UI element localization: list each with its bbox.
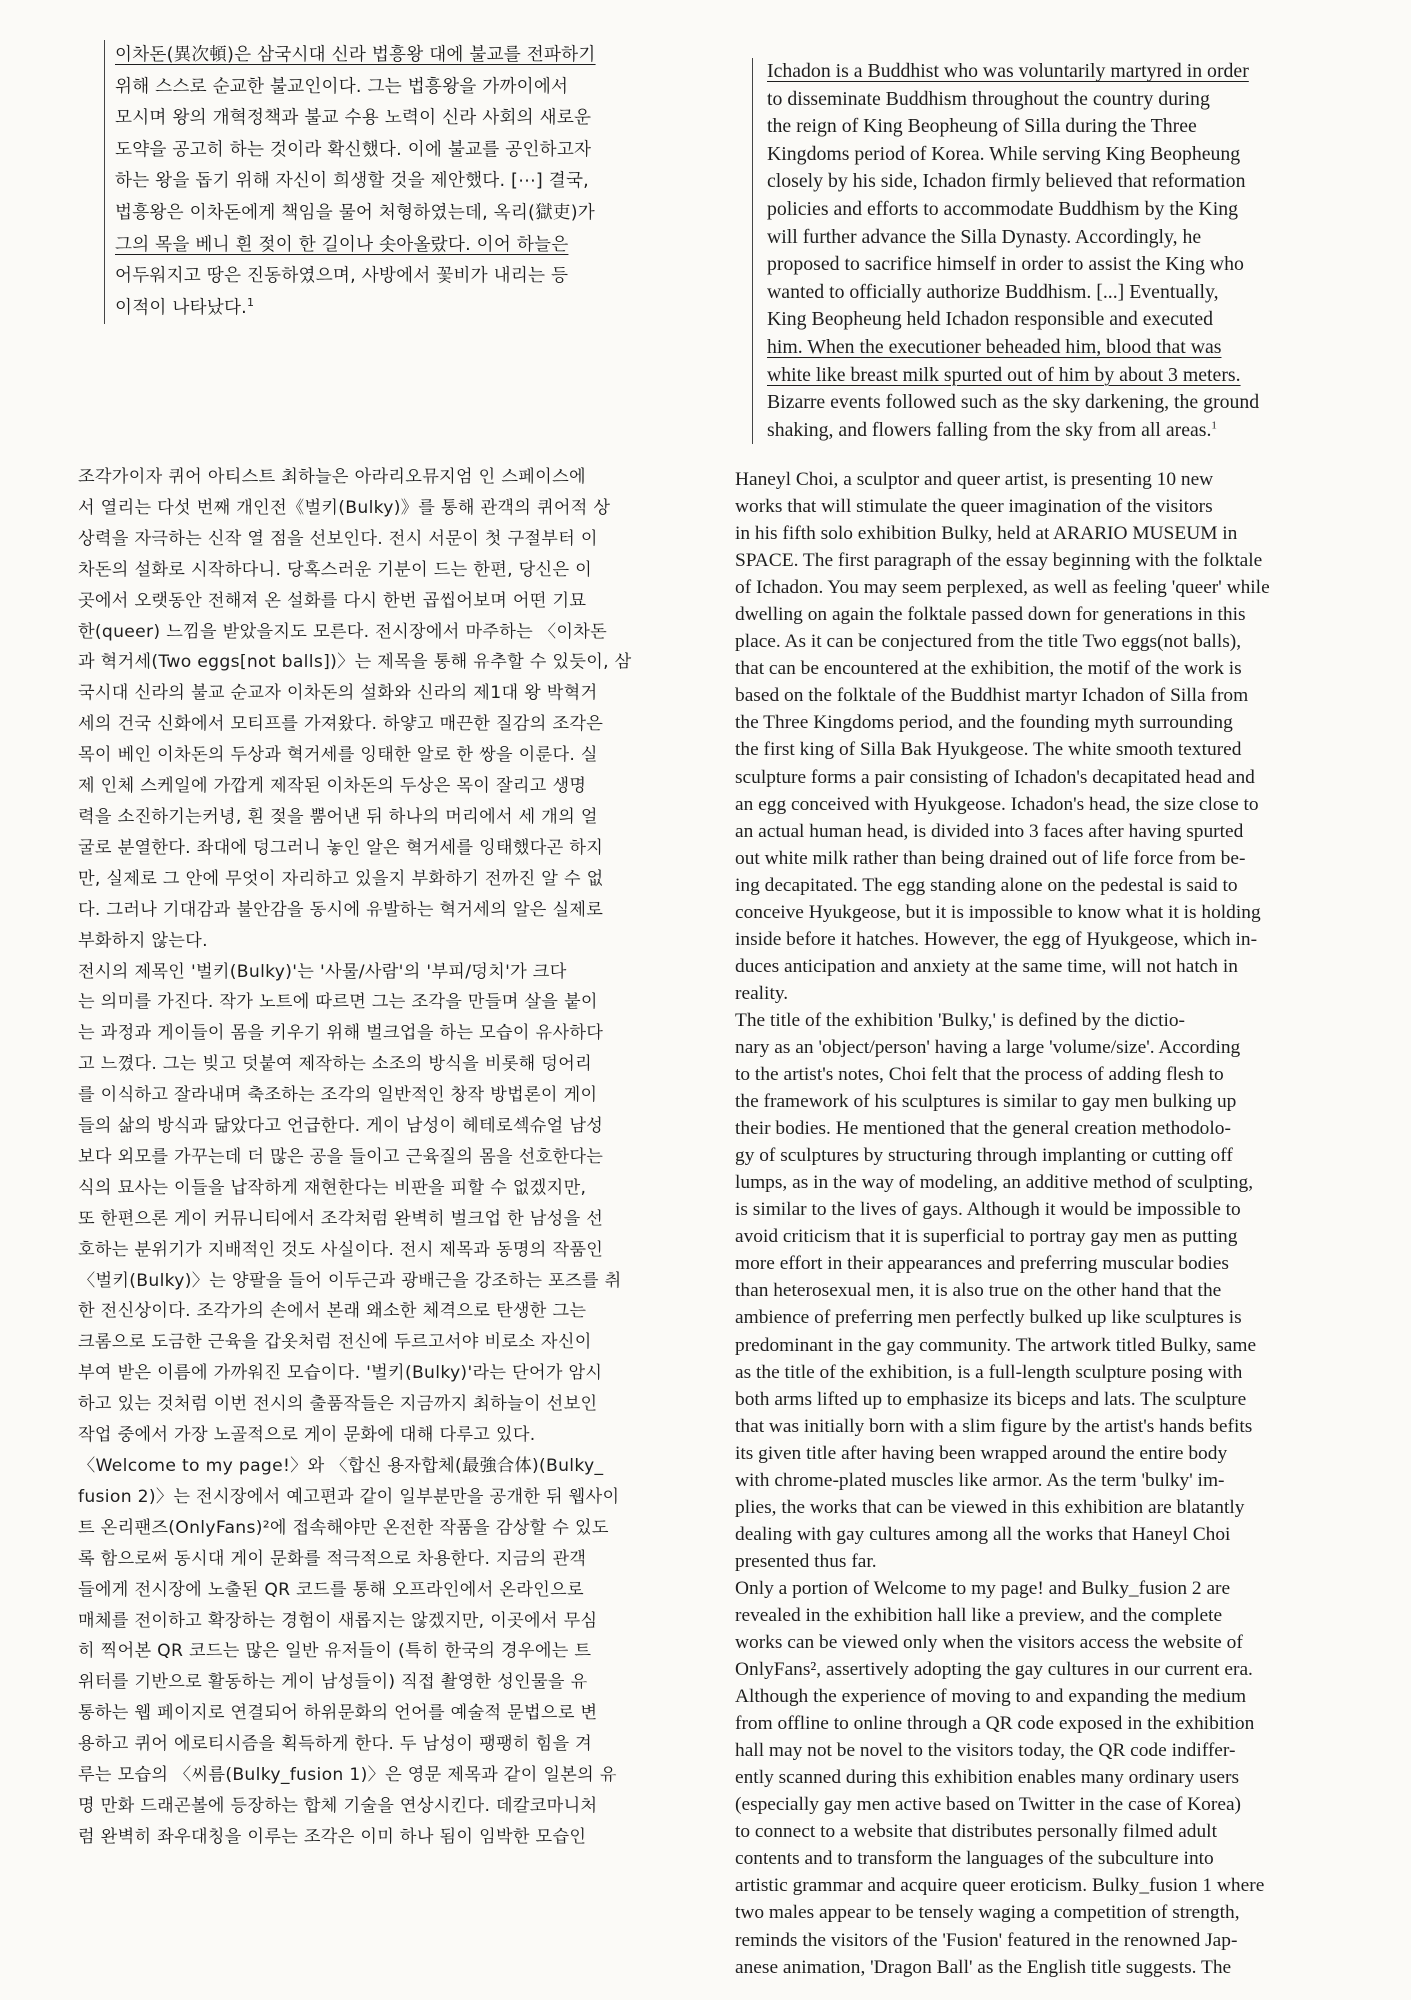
body-en-line: ently scanned during this exhibition enables many ordinary users xyxy=(735,1767,1240,1789)
quote-ko-line: 하는 왕을 돕기 위해 자신이 희생할 것을 제안했다. [⋯] 결국, xyxy=(115,171,589,192)
body-ko-line: 조각가이자 퀴어 아티스트 최하늘은 아라리오뮤지엄 인 스페이스에 xyxy=(78,467,586,487)
body-ko-line: 식의 묘사는 이들을 납작하게 재현한다는 비판을 피할 수 없겠지만, xyxy=(78,1177,587,1198)
body-ko-line: 하고 있는 것처럼 이번 전시의 출품작들은 지금까지 최하늘이 선보인 xyxy=(78,1394,598,1415)
quote-en-line: shaking, and flowers falling from the sky from all areas.$^1$ xyxy=(767,418,1217,441)
body-ko-line: 록 함으로써 동시대 게이 문화를 적극적으로 차용한다. 지금의 관객 xyxy=(78,1548,587,1569)
quote-ko-line: 모시며 왕의 개혁정책과 불교 수용 노력이 신라 사회의 새로운 xyxy=(115,108,592,129)
body-en-line: to connect to a website that distributes personally filmed adult xyxy=(735,1821,1217,1843)
body-ko-line: 또 한편으론 게이 커뮤니티에서 조각처럼 완벽히 벌크업 한 남성을 선 xyxy=(78,1208,604,1229)
quote-ko-line: 도약을 공고히 하는 것이라 확신했다. 이에 불교를 공인하고자 xyxy=(115,139,592,160)
body-ko-line: 상력을 자극하는 신작 열 점을 선보인다. 전시 서문이 첫 구절부터 이 xyxy=(78,528,598,549)
body-en-line: artistic grammar and acquire queer eroticism. Bulky_fusion 1 where xyxy=(735,1875,1265,1897)
body-ko-line: 크롬으로 도금한 근육을 갑옷처럼 전신에 두르고서야 비로소 자신이 xyxy=(78,1332,592,1353)
quote-en-line: proposed to sacrifice himself in order to assist the King who xyxy=(767,253,1244,276)
body-en-line: an actual human head, is divided into 3 faces after having spurted xyxy=(735,820,1244,842)
body-en-line: from offline to online through a QR code exposed in the exhibition xyxy=(735,1713,1255,1735)
body-en-line: dealing with gay cultures among all the works that Haneyl Choi xyxy=(735,1523,1231,1545)
quote-en-line: Ichadon is a Buddhist who was voluntarily martyred in order xyxy=(767,60,1249,82)
body-en-line: duces anticipation and anxiety at the same time, will not hatch in xyxy=(735,955,1238,977)
body-ko-line: 곳에서 오랫동안 전해져 온 설화를 다시 한번 곱씹어보며 어떤 기묘 xyxy=(78,590,587,611)
body-en-line: more effort in their appearances and preferring muscular bodies xyxy=(735,1253,1229,1275)
quote-ko-line: 위해 스스로 순교한 불교인이다. 그는 법흥왕을 가까이에서 xyxy=(115,76,569,97)
quote-en-line: Kingdoms period of Korea. While serving King Beopheung xyxy=(767,142,1241,165)
body-ko-line: 를 이식하고 잘라내며 축조하는 조각의 일반적인 창작 방법론이 게이 xyxy=(78,1085,598,1106)
body-en-line: inside before it hatches. However, the egg of Hyukgeose, which in- xyxy=(735,928,1258,950)
body-ko-line: 만, 실제로 그 안에 무엇이 자리하고 있을지 부화하기 전까진 알 수 없 xyxy=(78,868,604,889)
body-ko-line: 차돈의 설화로 시작하다니. 당혹스러운 기분이 드는 한편, 당신은 이 xyxy=(78,559,593,580)
body-en-line: of Ichadon. You may seem perplexed, as well as feeling 'queer' while xyxy=(735,577,1270,599)
body-ko-line: 트 온리팬즈(OnlyFans)²에 접속해야만 온전한 작품을 감상할 수 있도 xyxy=(78,1517,609,1538)
body-en-line: SPACE. The first paragraph of the essay beginning with the folktale xyxy=(735,550,1263,572)
quote-en-line: to disseminate Buddhism throughout the country during xyxy=(767,87,1210,110)
quote-en-line: will further advance the Silla Dynasty. Accordingly, he xyxy=(767,225,1202,248)
body-english xyxy=(735,466,1357,1981)
body-en-line: the framework of his sculptures is similar to gay men bulking up xyxy=(735,1091,1237,1113)
body-korean xyxy=(78,462,708,1853)
body-en-line: anese animation, 'Dragon Ball' as the English title suggests. The xyxy=(735,1956,1232,1978)
body-en-line: plies, the works that can be viewed in this exhibition are blatantly xyxy=(735,1496,1245,1518)
body-ko-line: 용하고 퀴어 에로티시즘을 획득하게 한다. 두 남성이 팽팽히 힘을 겨 xyxy=(78,1734,593,1755)
quote-en-line: wanted to officially authorize Buddhism. [...] Eventually, xyxy=(767,280,1219,303)
body-en-line: predominant in the gay community. The artwork titled Bulky, same xyxy=(735,1334,1257,1356)
body-en-line: based on the folktale of the Buddhist martyr Ichadon of Silla from xyxy=(735,685,1249,707)
body-en-line: is similar to the lives of gays. Although it would be impossible to xyxy=(735,1199,1241,1221)
body-ko-line: 통하는 웹 페이지로 연결되어 하위문화의 언어를 예술적 문법으로 변 xyxy=(78,1703,598,1724)
body-en-line: both arms lifted up to emphasize its biceps and lats. The sculpture xyxy=(735,1388,1247,1410)
body-en-line: OnlyFans², assertively adopting the gay cultures in our current era. xyxy=(735,1659,1253,1681)
body-en-line: Although the experience of moving to and expanding the medium xyxy=(735,1686,1247,1708)
body-ko-line: 호하는 분위기가 지배적인 것도 사실이다. 전시 제목과 동명의 작품인 xyxy=(78,1239,604,1260)
footnote-marker: 1 xyxy=(246,295,255,309)
body-en-line: its given title after having been wrapped around the entire body xyxy=(735,1442,1228,1464)
body-en-line: works can be viewed only when the visitors access the website of xyxy=(735,1632,1243,1654)
body-ko-line: 들에게 전시장에 노출된 QR 코드를 통해 오프라인에서 온라인으로 xyxy=(78,1579,584,1600)
body-ko-line: 한 전신상이다. 조각가의 손에서 본래 왜소한 체격으로 탄생한 그는 xyxy=(78,1301,587,1322)
body-ko-line: 들의 삶의 방식과 닮았다고 언급한다. 게이 남성이 헤테로섹슈얼 남성 xyxy=(78,1116,604,1137)
body-ko-line: 전시의 제목인 '벌키(Bulky)'는 '사물/사람'의 '부피/덩치'가 크다 xyxy=(78,961,567,982)
body-ko-line: 굴로 분열한다. 좌대에 덩그러니 놓인 알은 혁거세를 잉태했다곤 하지 xyxy=(78,837,604,858)
body-en-line: two males appear to be tensely waging a competition of strength, xyxy=(735,1902,1240,1924)
quote-en-line: Bizarre events followed such as the sky darkening, the ground xyxy=(767,391,1260,414)
body-en-line: their bodies. He mentioned that the general creation methodolo- xyxy=(735,1118,1231,1140)
body-en-line: ambience of preferring men perfectly bulked up like sculptures is xyxy=(735,1307,1242,1329)
body-en-line: contents and to transform the languages of the subculture into xyxy=(735,1848,1214,1870)
body-en-line: to the artist's notes, Choi felt that the process of adding flesh to xyxy=(735,1064,1224,1086)
body-ko-line: 부화하지 않는다. xyxy=(78,930,208,951)
body-en-line: nary as an 'object/person' having a large 'volume/size'. According xyxy=(735,1036,1241,1058)
quote-en-line: him. When the executioner beheaded him, blood that was xyxy=(767,335,1222,358)
body-ko-line: 목이 베인 이차돈의 두상과 혁거세를 잉태한 알로 한 쌍을 이룬다. 실 xyxy=(78,745,598,766)
body-en-line: that can be encountered at the exhibition, the motif of the work is xyxy=(735,658,1242,680)
body-ko-line: 명 만화 드래곤볼에 등장하는 합체 기술을 연상시킨다. 데칼코마니처 xyxy=(78,1795,598,1816)
body-ko-line: 고 느꼈다. 그는 빚고 덧붙여 제작하는 소조의 방식을 비롯해 덩어리 xyxy=(78,1054,593,1075)
body-ko-line: 보다 외모를 가꾸는데 더 많은 공을 들이고 근육질의 몸을 선호한다는 xyxy=(78,1146,604,1167)
quote-english xyxy=(752,58,1367,444)
body-en-line: an egg conceived with Hyukgeose. Ichadon's head, the size close to xyxy=(735,793,1259,815)
body-en-line: gy of sculptures by structuring through implanting or cutting off xyxy=(735,1145,1233,1167)
body-en-line: reminds the visitors of the 'Fusion' featured in the renowned Jap- xyxy=(735,1929,1238,1951)
body-ko-line: 작업 중에서 가장 노골적으로 게이 문화에 대해 다루고 있다. xyxy=(78,1425,536,1446)
body-ko-line: 국시대 신라의 불교 순교자 이차돈의 설화와 신라의 제1대 왕 박혁거 xyxy=(78,683,598,704)
body-ko-line: 위터를 기반으로 활동하는 게이 남성들이) 직접 촬영한 성인물을 유 xyxy=(78,1672,588,1693)
body-en-line: The title of the exhibition 'Bulky,' is defined by the dictio- xyxy=(735,1009,1186,1031)
body-en-line: the Three Kingdoms period, and the founding myth surrounding xyxy=(735,712,1233,734)
body-en-line: avoid criticism that it is superficial to portray gay men as putting xyxy=(735,1226,1238,1248)
quote-ko-line: 이차돈(異次頓)은 삼국시대 신라 법흥왕 대에 불교를 전파하기 xyxy=(115,45,596,65)
body-ko-line: 제 인체 스케일에 가깝게 제작된 이차돈의 두상은 목이 잘리고 생명 xyxy=(78,776,587,797)
body-ko-line: 매체를 전이하고 확장하는 경험이 새롭지는 않겠지만, 이곳에서 무심 xyxy=(78,1610,598,1631)
body-ko-line: 과 혁거세(Two eggs[not balls])〉는 제목을 통해 유추할 수 있듯이, 삼 xyxy=(78,652,632,673)
body-en-line: reality. xyxy=(735,982,789,1004)
quote-ko-line: 그의 목을 베니 흰 젖이 한 길이나 솟아올랐다. 이어 하늘은 xyxy=(115,234,569,255)
body-en-line: place. As it can be conjectured from the title Two eggs(not balls), xyxy=(735,631,1242,653)
body-ko-line: 는 의미를 가진다. 작가 노트에 따르면 그는 조각을 만들며 살을 붙이 xyxy=(78,992,598,1013)
body-en-line: ing decapitated. The egg standing alone on the pedestal is said to xyxy=(735,874,1238,896)
body-en-line: sculpture forms a pair consisting of Ichadon's decapitated head and xyxy=(735,766,1255,788)
body-ko-line: 세의 건국 신화에서 모티프를 가져왔다. 하얗고 매끈한 질감의 조각은 xyxy=(78,714,604,735)
quote-korean xyxy=(104,40,725,324)
body-en-line: out white milk rather than being drained out of life force from be- xyxy=(735,847,1246,869)
body-ko-line: 럼 완벽히 좌우대칭을 이루는 조각은 이미 하나 됨이 임박한 모습인 xyxy=(78,1826,587,1847)
quote-en-line: white like breast milk spurted out of him by about 3 meters. xyxy=(767,363,1241,386)
body-en-line: that was initially born with a slim figure by the artist's hands befits xyxy=(735,1415,1253,1437)
body-ko-line: fusion 2)〉는 전시장에서 예고편과 같이 일부분만을 공개한 뒤 웹사이 xyxy=(78,1486,620,1507)
body-ko-line: 히 찍어본 QR 코드는 많은 일반 유저들이 (특히 한국의 경우에는 트 xyxy=(78,1641,592,1662)
body-ko-line: 한(queer) 느낌을 받았을지도 모른다. 전시장에서 마주하는 〈이차돈 xyxy=(78,621,608,642)
body-en-line: dwelling on again the folktale passed down for generations in this xyxy=(735,604,1246,626)
body-en-line: Only a portion of Welcome to my page! and Bulky_fusion 2 are xyxy=(735,1577,1231,1599)
body-en-line: conceive Hyukgeose, but it is impossible to know what it is holding xyxy=(735,901,1261,923)
body-ko-line: 〈벌키(Bulky)〉는 양팔을 들어 이두근과 광배근을 강조하는 포즈를 취 xyxy=(78,1270,622,1291)
body-ko-line: 서 열리는 다섯 번째 개인전《벌키(Bulky)》를 통해 관객의 퀴어적 상 xyxy=(78,497,611,518)
body-en-line: as the title of the exhibition, is a full-length sculpture posing with xyxy=(735,1361,1243,1383)
body-en-line: lumps, as in the way of modeling, an additive method of sculpting, xyxy=(735,1172,1254,1194)
body-en-line: hall may not be novel to the visitors today, the QR code indiffer- xyxy=(735,1740,1236,1762)
body-ko-line: 부여 받은 이름에 가까워진 모습이다. '벌키(Bulky)'라는 단어가 암시 xyxy=(78,1363,603,1384)
body-en-line: works that will stimulate the queer imagination of the visitors xyxy=(735,496,1213,518)
body-en-line: (especially gay men active based on Twitter in the case of Korea) xyxy=(735,1794,1242,1816)
footnote-marker: 1 xyxy=(1211,419,1217,432)
quote-ko-line: 이적이 나타났다.$^1$ xyxy=(115,295,255,318)
body-ko-line: 〈Welcome to my page!〉와 〈합신 용자합체(最強合体)(Bulky_ xyxy=(78,1456,604,1476)
body-en-line: the first king of Silla Bak Hyukgeose. The white smooth textured xyxy=(735,739,1242,761)
body-ko-line: 력을 소진하기는커녕, 흰 젖을 뿜어낸 뒤 하나의 머리에서 세 개의 얼 xyxy=(78,806,598,827)
body-en-line: in his fifth solo exhibition Bulky, held at ARARIO MUSEUM in xyxy=(735,523,1238,545)
body-ko-line: 는 과정과 게이들이 몸을 키우기 위해 벌크업을 하는 모습이 유사하다 xyxy=(78,1023,604,1044)
quote-en-line: King Beopheung held Ichadon responsible and executed xyxy=(767,308,1214,331)
body-en-line: with chrome-plated muscles like armor. As the term 'bulky' im- xyxy=(735,1469,1225,1491)
quote-en-line: policies and efforts to accommodate Buddhism by the King xyxy=(767,197,1238,220)
body-en-line: presented thus far. xyxy=(735,1550,877,1572)
body-en-line: Haneyl Choi, a sculptor and queer artist, is presenting 10 new xyxy=(735,469,1214,490)
body-en-line: revealed in the exhibition hall like a preview, and the complete xyxy=(735,1604,1223,1626)
body-ko-line: 루는 모습의 〈씨름(Bulky_fusion 1)〉은 영문 제목과 같이 일본의 유 xyxy=(78,1765,617,1786)
quote-ko-line: 법흥왕은 이차돈에게 책임을 물어 처형하였는데, 옥리(獄吏)가 xyxy=(115,202,595,223)
quote-ko-line: 어두워지고 땅은 진동하였으며, 사방에서 꽃비가 내리는 등 xyxy=(115,266,569,287)
quote-en-line: closely by his side, Ichadon firmly believed that reformation xyxy=(767,170,1246,193)
quote-en-line: the reign of King Beopheung of Silla during the Three xyxy=(767,115,1197,138)
body-ko-line: 다. 그러나 기대감과 불안감을 동시에 유발하는 혁거세의 알은 실제로 xyxy=(78,899,604,920)
body-en-line: than heterosexual men, it is also true on the other hand that the xyxy=(735,1280,1222,1302)
